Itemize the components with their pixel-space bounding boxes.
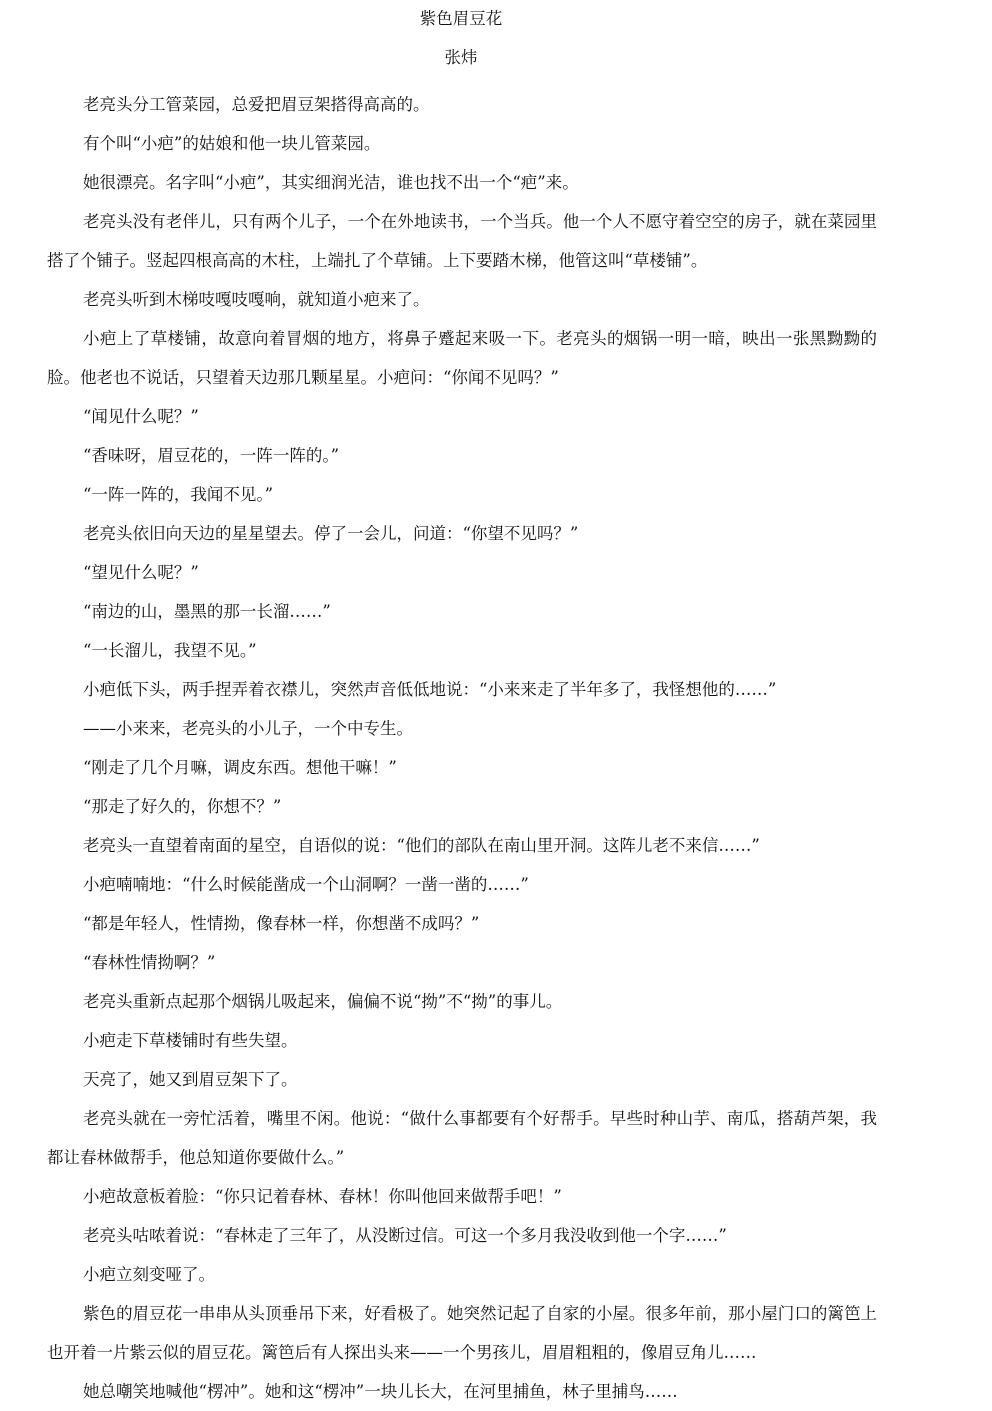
article-author: 张炜: [444, 48, 478, 67]
paragraph: 老亮头没有老伴儿，只有两个儿子，一个在外地读书，一个当兵。他一个人不愿守着空空的房子，就在菜园里搭了个铺子。竖起四根高高的木柱，上端扎了个草铺。上下要踏木梯，他管这叫“草楼铺”。: [47, 212, 877, 270]
paragraph: 小疤低下头，两手捏弄着衣襟儿，突然声音低低地说：“小来来走了半年多了，我怪想他的……”: [83, 680, 777, 699]
paragraph: “闻见什么呢？”: [83, 407, 199, 426]
paragraph: “南边的山，墨黑的那一长溜……”: [83, 602, 331, 621]
paragraph: 老亮头依旧向天边的星星望去。停了一会儿，问道：“你望不见吗？”: [83, 524, 579, 543]
article-body: [47, 85, 877, 1411]
paragraph: 老亮头听到木梯吱嘎吱嘎响，就知道小疤来了。: [83, 290, 430, 309]
paragraph: “那走了好久的，你想不？”: [83, 797, 282, 816]
paragraph: 老亮头分工管菜园，总爱把眉豆架搭得高高的。: [83, 95, 430, 114]
paragraph: 小疤走下草楼铺时有些失望。: [83, 1031, 298, 1050]
article-title: 紫色眉豆花: [419, 9, 503, 28]
paragraph: ——小来来，老亮头的小儿子，一个中专生。: [83, 719, 413, 738]
paragraph: 小疤立刻变哑了。: [83, 1265, 215, 1284]
paragraph: 老亮头咕哝着说：“春林走了三年了，从没断过信。可这一个多月我没收到他一个字……”: [83, 1226, 727, 1245]
paragraph: 有个叫“小疤”的姑娘和他一块儿管菜园。: [83, 134, 381, 153]
paragraph: 老亮头重新点起那个烟锅儿吸起来，偏偏不说“拗”不“拗”的事儿。: [83, 992, 563, 1011]
paragraph: 她总嘲笑地喊他“楞冲”。她和这“楞冲”一块儿长大，在河里捕鱼，林子里捕鸟……: [83, 1382, 678, 1401]
paragraph: “望见什么呢？”: [83, 563, 199, 582]
paragraph: “一长溜儿，我望不见。”: [83, 641, 257, 660]
paragraph: “香味呀，眉豆花的，一阵一阵的。”: [83, 446, 340, 465]
paragraph: 小疤喃喃地：“什么时候能凿成一个山洞啊？一凿一凿的……”: [83, 875, 529, 894]
paragraph: “刚走了几个月嘛，调皮东西。想他干嘛！”: [83, 758, 397, 777]
paragraph: “一阵一阵的，我闻不见。”: [83, 485, 274, 504]
paragraph: 紫色的眉豆花一串串从头顶垂吊下来，好看极了。她突然记起了自家的小屋。很多年前，那小屋门口的篱笆上也开着一片紫云似的眉豆花。篱笆后有人探出头来——一个男孩儿，眉眉粗粗的，像眉豆角儿……: [47, 1304, 877, 1362]
paragraph: 小疤上了草楼铺，故意向着冒烟的地方，将鼻子蹙起来吸一下。老亮头的烟锅一明一暗，映出一张黑黝黝的脸。他老也不说话，只望着天边那几颗星星。小疤问：“你闻不见吗？”: [47, 329, 877, 387]
paragraph: 天亮了，她又到眉豆架下了。: [83, 1070, 298, 1089]
paragraph: “都是年轻人，性情拗，像春林一样，你想凿不成吗？”: [83, 914, 480, 933]
paragraph: 老亮头就在一旁忙活着，嘴里不闲。他说：“做什么事都要有个好帮手。早些时种山芋、南瓜，搭葫芦架，我都让春林做帮手，他总知道你要做什么。”: [47, 1109, 877, 1167]
paragraph: 老亮头一直望着南面的星空，自语似的说：“他们的部队在南山里开洞。这阵儿老不来信……”: [83, 836, 760, 855]
paragraph: 她很漂亮。名字叫“小疤”，其实细润光洁，谁也找不出一个“疤”来。: [83, 173, 579, 192]
paragraph: 小疤故意板着脸：“你只记着春林、春林！你叫他回来做帮手吧！”: [83, 1187, 562, 1206]
paragraph: “春林性情拗啊？”: [83, 953, 216, 972]
